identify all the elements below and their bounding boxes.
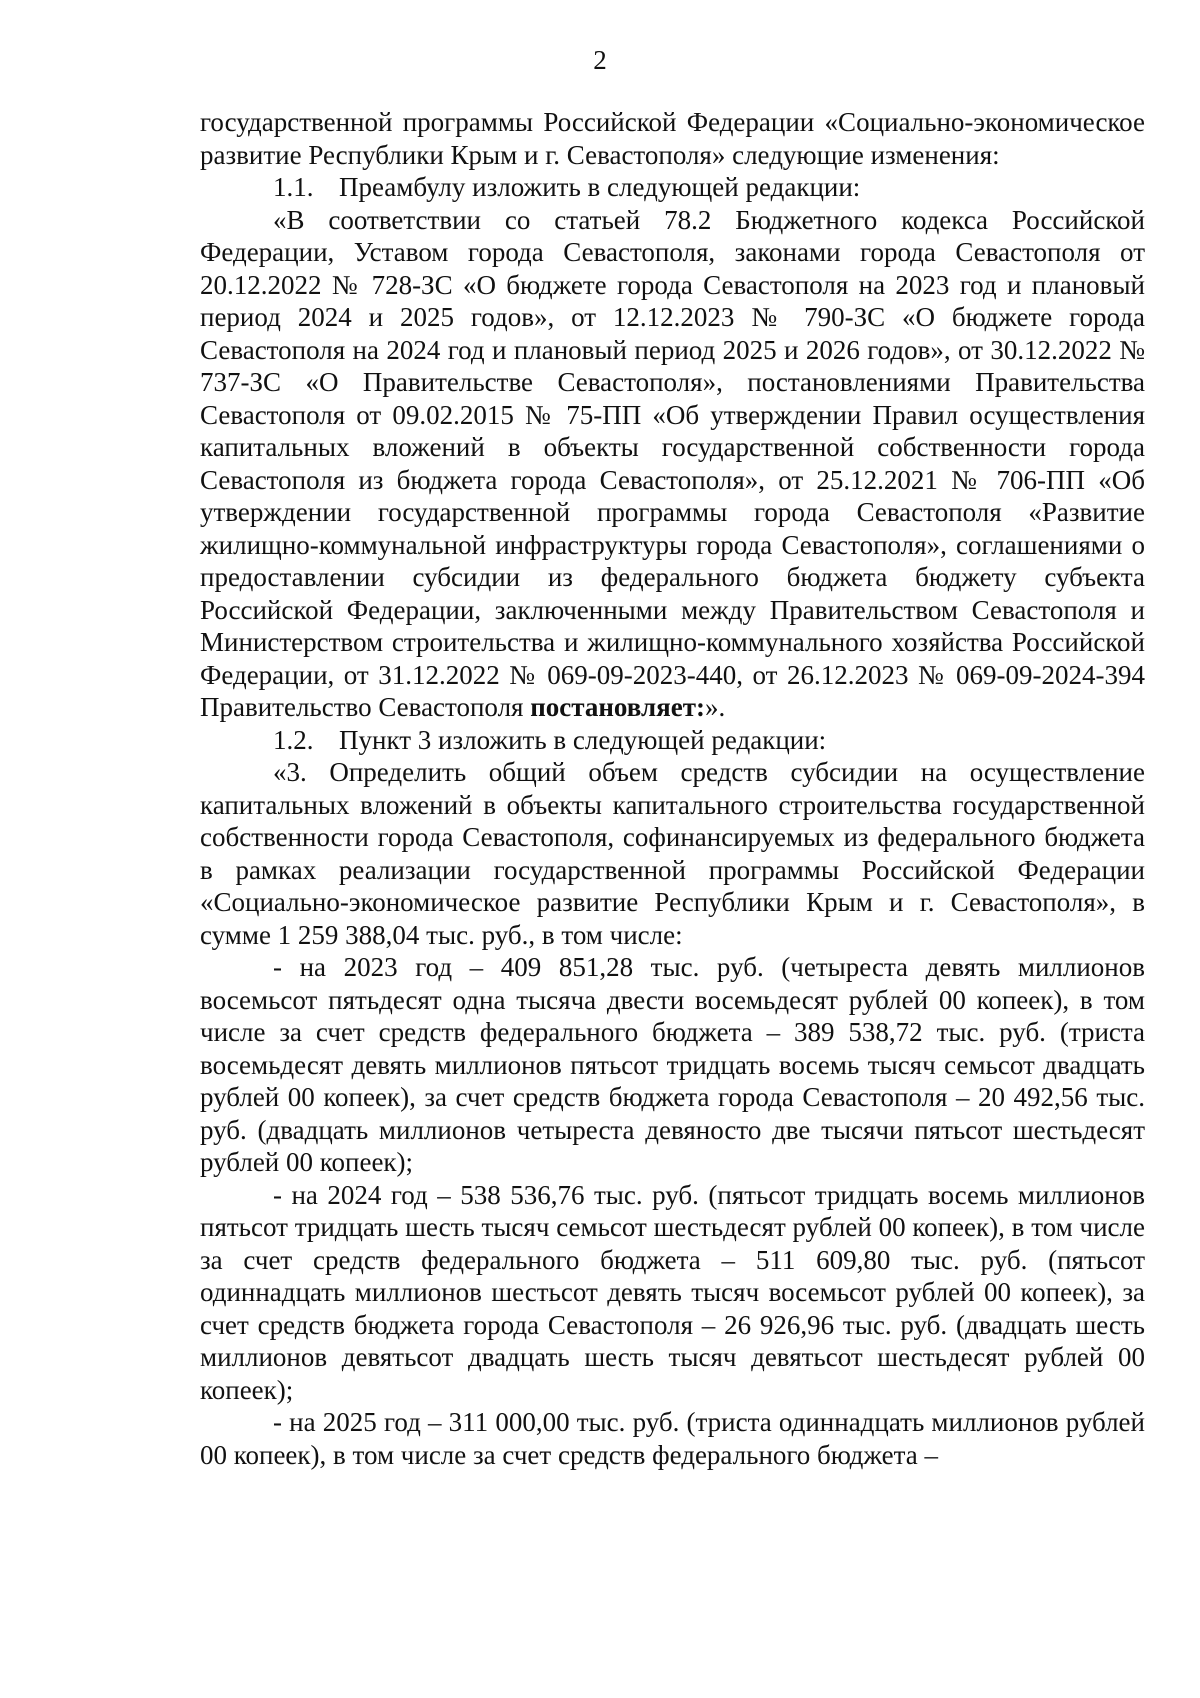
- intro-paragraph: государственной программы Российской Федерации «Социально-экономическое развитие Республики Крым и г. Севастополя» следующие изменения:: [200, 107, 1145, 170]
- item-1-1-number: 1.1.: [273, 172, 314, 202]
- document-body: [200, 106, 1145, 1471]
- item-1-2-text: Пункт 3 изложить в следующей редакции:: [339, 724, 827, 755]
- year-2024-paragraph: - на 2024 год – 538 536,76 тыс. руб. (пятьсот тридцать восемь миллионов пятьсот тридцать шесть тысяч семьсот шестьдесят рублей 00 копеек), в том числе за счет средств федерального бюджета – 511 609,80 тыс. руб. (пятьсот одиннадцать миллионов шестьсот девять тысяч восемьсот рублей 00 копеек), за счет средств бюджета города Севастополя – 26 926,96 тыс. руб. (двадцать шесть миллионов девятьсот двадцать шесть тысяч девятьсот шестьдесят рублей 00 копеек);: [200, 1179, 1145, 1405]
- item-1-1: [200, 171, 1145, 204]
- preamble-end: ».: [704, 692, 726, 722]
- year-2023-paragraph: - на 2023 год – 409 851,28 тыс. руб. (четыреста девять миллионов восемьсот пятьдесят одна тысяча двести восемьдесят рублей 00 копеек), в том числе за счет средств федерального бюджета – 389 538,72 тыс. руб. (триста восемьдесят девять миллионов пятьсот тридцать восемь тысяч семьсот двадцать рублей 00 копеек), за счет средств бюджета города Севастополя – 20 492,56 тыс. руб. (двадцать миллионов четыреста девяносто две тысячи пятьсот шестьдесят рублей 00 копеек);: [200, 952, 1145, 1177]
- item-1-2-number: 1.2.: [273, 724, 314, 755]
- year-2025-paragraph: - на 2025 год – 311 000,00 тыс. руб. (триста одиннадцать миллионов рублей 00 копеек), в том числе за счет средств федерального бюджета –: [200, 1407, 1145, 1470]
- preamble-paragraph: [200, 204, 1145, 724]
- page-number: 2: [593, 45, 607, 75]
- item-1-2: [200, 724, 1145, 757]
- point-3-paragraph: «3. Определить общий объем средств субсидии на осуществление капитальных вложений в объекты капитального строительства государственной собственности города Севастополя, софинансируемых из федерального бюджета в рамках реализации государственной программы Российской Федерации «Социально-экономическое развитие Республики Крым и г. Севастополя», в сумме 1 259 388,04 тыс. руб., в том числе:: [200, 757, 1145, 950]
- preamble-text: «В соответствии со статьей 78.2 Бюджетного кодекса Российской Федерации, Уставом города Севастополя, законами города Севастополя от 20.12.2022 № 728-ЗС «О бюджете города Севастополя на 2023 год и плановый период 2024 и 2025 годов», от 12.12.2023 № 790-ЗС «О бюджете города Севастополя на 2024 год и плановый период 2025 и 2026 годов», от 30.12.2022 № 737-ЗС «О Правительстве Севастополя», постановлениями Правительства Севастополя от 09.02.2015 № 75-ПП «Об утверждении Правил осуществления капитальных вложений в объекты государственной собственности города Севастополя из бюджета города Севастополя», от 25.12.2021 № 706-ПП «Об утверждении государственной программы города Севастополя «Развитие жилищно-коммунальной инфраструктуры города Севастополя», соглашениями о предоставлении субсидии из федерального бюджета бюджету субъекта Российской Федерации, заключенными между Правительством Севастополя и Министерством строительства и жилищно-коммунального хозяйства Российской Федерации, от 31.12.2022 № 069-09-2023-440, от 26.12.2023 № 069-09-2024-394 Правительство Севастополя: [200, 204, 1145, 722]
- preamble-bold-word: постановляет:: [530, 692, 705, 722]
- item-1-1-text: Преамбулу изложить в следующей редакции:: [339, 172, 861, 202]
